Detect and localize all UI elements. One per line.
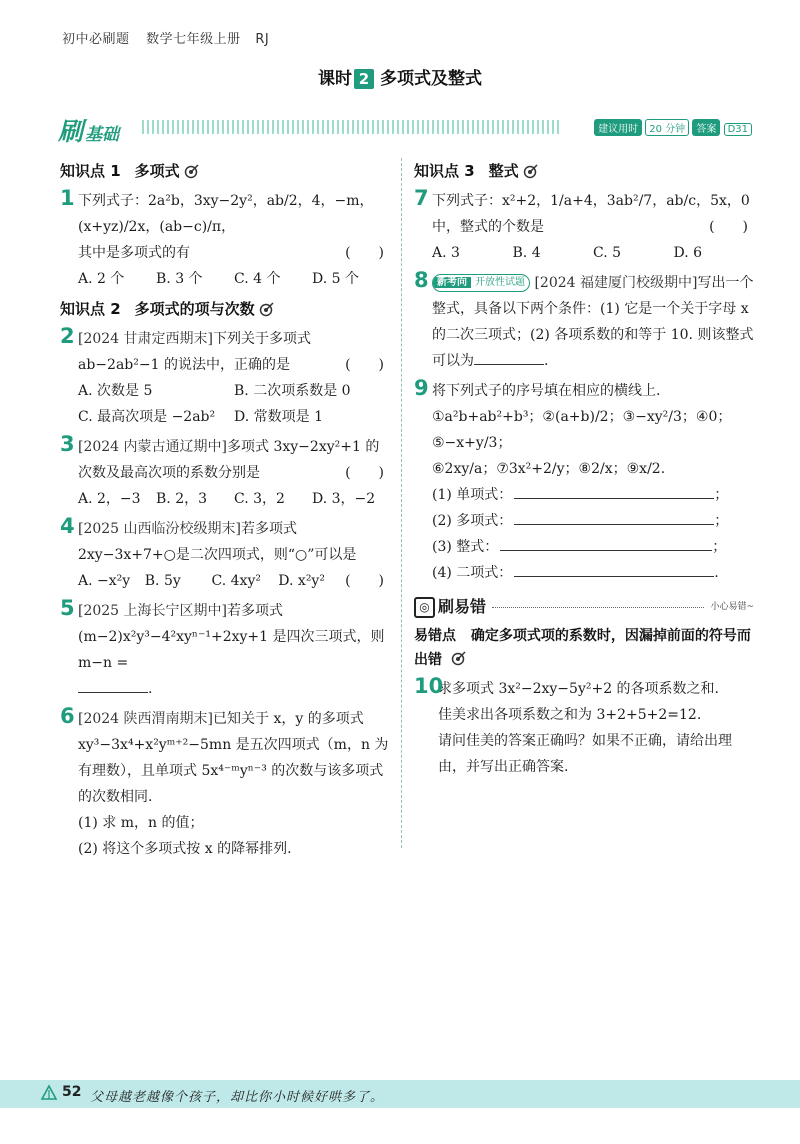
decor-stripe xyxy=(142,120,562,134)
question-source: [2025 山西临汾校级期末] xyxy=(78,521,242,537)
question-line-3: 请问佳美的答案正确吗？如果不正确，请给出理由，并写出正确答案. xyxy=(438,733,732,775)
option-c: C. 3，2 xyxy=(234,491,285,507)
question-line-2: 佳美求出各项系数之和为 3+2+5+2=12. xyxy=(438,707,702,723)
option-a: A. 2，−3 xyxy=(78,491,141,507)
answer-page: D31 xyxy=(724,123,752,136)
question-stem: 下列式子：x²+2，1/a+4，3ab²/7，ab/c，5x，0 中，整式的个数是 xyxy=(432,193,750,235)
suggested-time-label: 建议用时 xyxy=(594,119,642,136)
question-stem: 多项式 3xy−2xy²+1 的次数及最高次项的系数分别是 xyxy=(78,439,380,481)
lesson-prefix: 课时 xyxy=(318,69,352,89)
fill-line-4: (4) 二项式： . xyxy=(432,565,719,581)
answer-blank[interactable] xyxy=(514,524,714,525)
option-d: D. 常数项是 1 xyxy=(234,409,323,425)
fill-line-2: (2) 多项式： ； xyxy=(432,513,729,529)
question-1: 1 下列式子：2a²b，3xy−2y²，ab/2，4，−m，(x+yz)/2x，(ab−c)/π， 其中是多项式的有 ( ) A. 2 个 B. 3 个 C. 4 个 D. 5 个 xyxy=(60,188,390,292)
suggested-time-value: 20 分钟 xyxy=(645,119,689,136)
option-c: C. 4xy² xyxy=(211,573,261,589)
answer-paren: ( ) xyxy=(709,219,748,235)
sub-question-2: (2) 将这个多项式按 x 的降幂排列. xyxy=(78,841,292,857)
question-stem: 若多项式 (m−2)x²y³−4²xyⁿ⁻¹+2xy+1 是四次三项式，则 m−n = xyxy=(78,603,385,671)
page-footer xyxy=(0,1080,800,1108)
question-8: 8 新考向 开放性试题 [2024 福建厦门校级期中]写出一个整式，具备以下两个条件：(1) 它是一个关于字母 x 的二次三项式；(2) 各项系数的和等于 10. 则该整式可以为 . xyxy=(414,268,754,369)
option-d: D. 5 个 xyxy=(312,271,359,287)
fill-line-3: (3) 整式： ； xyxy=(432,539,727,555)
caution-note: 小心易错~ xyxy=(710,602,754,612)
basics-brand: 刷 基础 xyxy=(58,117,120,146)
expression-list-1: ①a²b+ab²+b³；②(a+b)/2；③−xy²/3；④0；⑤−x+y/3； xyxy=(432,409,732,451)
section-heading-1: 知识点 1 多项式 xyxy=(60,158,390,184)
question-3: 3 [2024 内蒙古通辽期中]多项式 3xy−2xy²+1 的次数及最高次项的系数分别是 ( ) A. 2，−3 B. 2，3 C. 3，2 D. 3，−2 xyxy=(60,434,390,512)
grade-label: 数学七年级上册 xyxy=(146,32,241,47)
answer-blank[interactable] xyxy=(500,550,712,551)
answer-blank[interactable] xyxy=(514,498,714,499)
option-b: B. 2，3 xyxy=(156,491,208,507)
question-6: 6 [2024 陕西渭南期末]已知关于 x，y 的多项式 xy³−3x⁴+x²yᵐ⁺²−5mn 是五次四项式（m，n 为有理数），且单项式 5x⁴⁻ᵐyⁿ⁻³ 的次数与该多项式的次数相同. (1) 求 m，n 的值； (2) 将这个多项式按 x 的降幂排列. xyxy=(60,706,390,862)
question-stem: 写出一个整式，具备以下两个条件：(1) 它是一个关于字母 x 的二次三项式；(2) 各项系数的和等于 10. 则该整式可以为 xyxy=(432,275,754,369)
target-icon xyxy=(451,650,467,666)
options xyxy=(78,486,390,512)
lesson-number: 2 xyxy=(354,69,374,89)
options xyxy=(432,240,754,266)
question-10: 10 求多项式 3x²−2xy−5y²+2 的各项系数之和. 佳美求出各项系数之和为 3+2+5+2=12. 请问佳美的答案正确吗？如果不正确，请给出理由，并写出正确答案. xyxy=(414,676,754,780)
option-a: A. 次数是 5 xyxy=(78,383,153,399)
error-icon: ◎ xyxy=(414,597,435,618)
option-b: B. 二次项系数是 0 xyxy=(234,383,351,399)
answer-blank[interactable] xyxy=(514,576,714,577)
option-b: B. 5y xyxy=(144,573,181,589)
question-stem: 将下列式子的序号填在相应的横线上. xyxy=(432,383,661,399)
answer-blank[interactable] xyxy=(474,364,544,365)
question-source: [2024 陕西渭南期末] xyxy=(78,711,214,727)
option-d: D. x²y² xyxy=(278,573,325,589)
lesson-title xyxy=(0,64,800,89)
option-b: B. 3 个 xyxy=(156,271,203,287)
question-4: 4 [2025 山西临汾校级期末]若多项式 2xy−3x+7+○是二次四项式，则“○”可以是 ( ) A. −x²y B. 5y C. 4xy² D. x²y² xyxy=(60,516,390,594)
sub-question-1: (1) 求 m，n 的值； xyxy=(78,815,204,831)
section-heading-2: 知识点 2 多项式的项与次数 xyxy=(60,296,390,322)
fill-line-1: (1) 单项式： ； xyxy=(432,487,729,503)
error-brand: 刷易错 xyxy=(438,597,487,616)
expression-list-2: ⑥2xy/a；⑦3x²+2/y；⑧2/x；⑨x/2. xyxy=(432,461,666,477)
question-9: 9 将下列式子的序号填在相应的横线上. ①a²b+ab²+b³；②(a+b)/2；③−xy²/3；④0；⑤−x+y/3； ⑥2xy/a；⑦3x²+2/y；⑧2/x；⑨x/2. (1) 单项式： ； (2) 多项式： ； (3) 整式： ； (4) 二项式： . xyxy=(414,378,754,586)
option-c: C. 5 xyxy=(593,245,622,261)
question-stem: 下列式子：2a²b，3xy−2y²，ab/2，4，−m，(x+yz)/2x，(ab−c)/π， xyxy=(78,193,374,235)
option-d: D. 3，−2 xyxy=(312,491,376,507)
target-icon xyxy=(523,163,539,179)
target-icon xyxy=(184,163,200,179)
section-heading-3: 知识点 3 整式 xyxy=(414,158,754,184)
question-source: [2025 上海长宁区期中] xyxy=(78,603,228,619)
tree-icon xyxy=(40,1084,58,1102)
error-point-heading: 易错点 确定多项式项的系数时，因漏掉前面的符号而出错 xyxy=(414,628,751,668)
options xyxy=(78,568,345,594)
dotted-track xyxy=(492,607,704,608)
answer-paren: ( ) xyxy=(345,573,384,589)
edition-label: RJ xyxy=(255,32,270,47)
target-icon xyxy=(259,301,275,317)
question-source: [2024 甘肃定西期末] xyxy=(78,331,214,347)
question-source: [2024 内蒙古通辽期中] xyxy=(78,439,228,455)
question-source: [2024 福建厦门校级期中] xyxy=(534,275,698,291)
running-header xyxy=(62,28,269,47)
option-c: C. 最高次项是 −2ab² xyxy=(78,409,216,425)
answer-paren: ( ) xyxy=(345,357,384,373)
option-b: B. 4 xyxy=(512,245,541,261)
banner-meta xyxy=(594,119,752,136)
error-banner xyxy=(414,594,754,620)
question-7: 7 下列式子：x²+2，1/a+4，3ab²/7，ab/c，5x，0 中，整式的个数是 ( ) A. 3 B. 4 C. 5 D. 6 xyxy=(414,188,754,266)
option-a: A. −x²y xyxy=(78,573,131,589)
question-stem: 已知关于 x，y 的多项式 xy³−3x⁴+x²yᵐ⁺²−5mn 是五次四项式（m，n 为有理数），且单项式 5x⁴⁻ᵐyⁿ⁻³ 的次数与该多项式的次数相同. xyxy=(78,711,389,805)
question-stem: 若多项式 2xy−3x+7+○是二次四项式，则“○”可以是 xyxy=(78,521,357,563)
left-column xyxy=(60,156,390,866)
question-5: 5 [2025 上海长宁区期中]若多项式 (m−2)x²y³−4²xyⁿ⁻¹+2xy+1 是四次三项式，则 m−n = . xyxy=(60,596,385,697)
column-divider xyxy=(401,158,402,848)
right-column xyxy=(414,156,754,784)
page-number: 52 xyxy=(62,1084,82,1100)
question-continuation: 其中是多项式的有 xyxy=(78,245,190,261)
answer-blank[interactable] xyxy=(78,692,148,693)
new-direction-tag: 新考向 开放性试题 xyxy=(432,274,530,292)
answer-label: 答案 xyxy=(692,119,720,136)
answer-paren: ( ) xyxy=(345,465,384,481)
option-d: D. 6 xyxy=(673,245,703,261)
question-stem: 下列关于多项式 ab−2ab²−1 的说法中，正确的是 xyxy=(78,331,312,373)
options xyxy=(78,378,390,430)
footer-quote: 父母越老越像个孩子，却比你小时候好哄多了。 xyxy=(90,1090,385,1105)
lesson-topic: 多项式及整式 xyxy=(380,69,482,89)
option-a: A. 3 xyxy=(432,245,460,261)
question-2: 2 [2024 甘肃定西期末]下列关于多项式 ab−2ab²−1 的说法中，正确的是 ( ) A. 次数是 5 B. 二次项系数是 0 C. 最高次项是 −2ab² D. 常数项是 1 xyxy=(60,326,390,430)
option-a: A. 2 个 xyxy=(78,271,125,287)
book-name: 初中必刷题 xyxy=(62,32,130,47)
basics-banner xyxy=(58,112,752,146)
options xyxy=(78,266,390,292)
option-c: C. 4 个 xyxy=(234,271,281,287)
question-stem: 求多项式 3x²−2xy−5y²+2 的各项系数之和. xyxy=(438,681,720,697)
answer-paren: ( ) xyxy=(345,245,384,261)
